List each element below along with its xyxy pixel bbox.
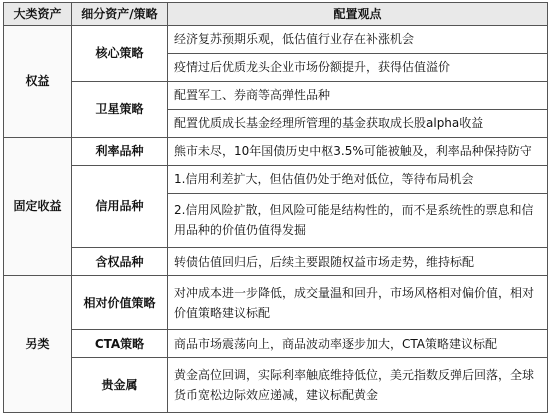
table-row <box>4 330 548 358</box>
table-body <box>4 26 548 413</box>
view-cell: 熊市未尽，10年国债历史中枢3.5%可能被触及，利率品种保持防守 <box>168 137 548 165</box>
view-cell: 黄金高位回调，实际利率触底维持低位，美元指数反弹后回落，全球货币宽松边际效应递减，建议标配黄金 <box>168 358 548 413</box>
table-row <box>4 165 548 193</box>
view-cell: 疫情过后优质龙头企业市场份额提升，获得估值溢价 <box>168 53 548 81</box>
table-row <box>4 137 548 165</box>
strategy-cell: 含权品种 <box>72 248 168 276</box>
table-row <box>4 26 548 54</box>
asset-allocation-table <box>3 2 548 413</box>
view-cell: 转债估值回归后，后续主要跟随权益市场走势，维持标配 <box>168 248 548 276</box>
view-cell: 经济复苏预期乐观，低估值行业存在补涨机会 <box>168 26 548 54</box>
header-strategy: 细分资产/策略 <box>72 3 168 26</box>
strategy-cell: 利率品种 <box>72 137 168 165</box>
header-view: 配置观点 <box>168 3 548 26</box>
view-cell: 商品市场震荡向上，商品波动率逐步加大，CTA策略建议标配 <box>168 330 548 358</box>
view-cell: 2.信用风险扩散，但风险可能是结构性的，而不是系统性的票息和信用品种的价值仍值得发掘 <box>168 193 548 248</box>
table-row <box>4 248 548 276</box>
header-category: 大类资产 <box>4 3 72 26</box>
view-cell: 配置军工、券商等高弹性品种 <box>168 81 548 109</box>
category-cell: 另类 <box>4 275 72 412</box>
strategy-cell: 核心策略 <box>72 26 168 82</box>
table-row <box>4 275 548 330</box>
category-cell: 权益 <box>4 26 72 138</box>
table-row <box>4 81 548 109</box>
strategy-cell: CTA策略 <box>72 330 168 358</box>
view-cell: 对冲成本进一步降低，成交量温和回升，市场风格相对偏价值，相对价值策略建议标配 <box>168 275 548 330</box>
view-cell: 配置优质成长基金经理所管理的基金获取成长股alpha收益 <box>168 109 548 137</box>
strategy-cell: 卫星策略 <box>72 81 168 137</box>
header-row <box>4 3 548 26</box>
view-cell: 1.信用利差扩大，但估值仍处于绝对低位，等待布局机会 <box>168 165 548 193</box>
table-row <box>4 358 548 413</box>
strategy-cell: 相对价值策略 <box>72 275 168 330</box>
strategy-cell: 信用品种 <box>72 165 168 247</box>
strategy-cell: 贵金属 <box>72 358 168 413</box>
category-cell: 固定收益 <box>4 137 72 275</box>
